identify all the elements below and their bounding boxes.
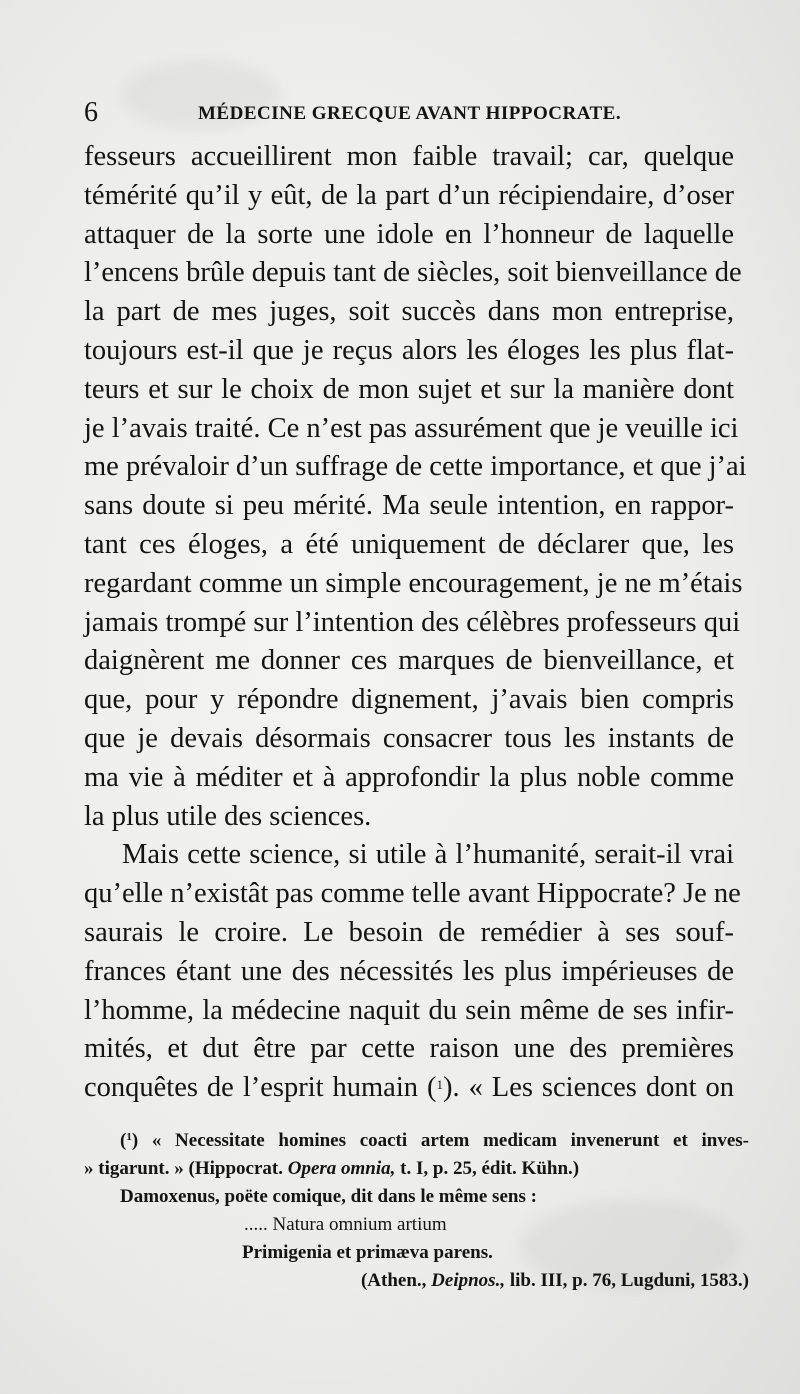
text-line: toujours est-il que je reçus alors les éloges les plus flat- [84,334,734,366]
text-line-with-note-ref [84,1069,734,1108]
footnote-verse: ..... Natura omnium artium [244,1214,447,1235]
running-title: MÉDECINE GRECQUE AVANT HIPPOCRATE. [198,103,622,124]
text-line: la part de mes juges, soit succès dans mon entreprise, [84,296,734,328]
text-line: jamais trompé sur l’intention des célèbres professeurs qui [84,606,741,638]
footnote-citation [84,1267,749,1295]
text-line: daignèrent me donner ces marques de bienveillance, et [84,645,734,677]
page-header [78,98,728,128]
text-line: frances étant une des nécessités les plus impérieuses de [84,955,734,987]
footnote-italic-title: Opera omnia, [287,1158,396,1179]
footnote-line: ($^1$) « Necessitate homines coacti artem medicam invenerunt et inves- [120,1130,749,1151]
text-fragment: conquêtes de l’esprit humain ( [84,1072,437,1104]
text-line: l’homme, la médecine naquit du sein même de ses infir- [84,994,734,1026]
text-line: attaquer de la sorte une idole en l’honneur de laquelle [84,218,734,250]
footnote-text: (Athen., [360,1270,432,1291]
footnote-text: » tigarunt. » (Hippocrat. [84,1158,288,1179]
footnote-line: Damoxenus, poëte comique, dit dans le même sens : [120,1186,537,1207]
text-line: ma vie à méditer et à approfondir la plus noble comme [84,761,734,793]
text-line: témérité qu’il y eût, de la part d’un récipiendaire, d’oser [84,179,734,211]
text-line: saurais le croire. Le besoin de remédier à ses souf- [84,916,734,948]
text-line: que, pour y répondre dignement, j’avais bien compris [84,684,734,716]
footnote-italic-title: Deipnos., [431,1270,506,1291]
footnote-line [84,1155,749,1183]
main-text [84,138,747,1108]
text-line: sans doute si peu mérité. Ma seule intention, en rappor- [84,490,734,522]
footnote-text: t. I, p. 25, édit. Kühn.) [395,1158,580,1179]
paragraph-end-line: la plus utile des sciences. [84,800,372,832]
text-line: regardant comme un simple encouragement, je ne m’étais [84,567,743,599]
text-line: tant ces éloges, a été uniquement de déclarer que, les [84,528,734,560]
text-line: me prévaloir d’un suffrage de cette importance, et que j’ai [84,451,747,483]
text-line: mités, et dut être par cette raison une des premières [84,1033,734,1065]
text-line: qu’elle n’existât pas comme telle avant Hippocrate? Je ne [84,878,741,910]
footnote-text: ) « Necessitate homines coacti artem medicam invenerunt et inves- [131,1130,749,1151]
text-line: que je devais désormais consacrer tous les instants de [84,722,734,754]
page-number: 6 [84,97,98,128]
text-line: fesseurs accueillirent mon faible travail; car, quelque [84,141,734,172]
text-line: teurs et sur le choix de mon sujet et sur la manière dont [84,373,734,405]
footnote-marker: 1 [126,1131,132,1143]
text-line: je l’avais traité. Ce n’est pas assurément que je veuille ici [84,412,739,444]
footnote-text: lib. III, p. 76, Lugduni, 1583.) [505,1270,749,1291]
paragraph-start-line: Mais cette science, si utile à l’humanité, serait-il vrai [122,839,734,871]
text-line: l’encens brûle depuis tant de siècles, soit bienveillance de [84,257,742,289]
footnote-reference[interactable]: 1 [436,1077,443,1093]
text-fragment: ). « Les sciences dont on [442,1072,735,1104]
footnotes [84,1127,749,1295]
footnote-verse: Primigenia et primæva parens. [242,1242,493,1263]
